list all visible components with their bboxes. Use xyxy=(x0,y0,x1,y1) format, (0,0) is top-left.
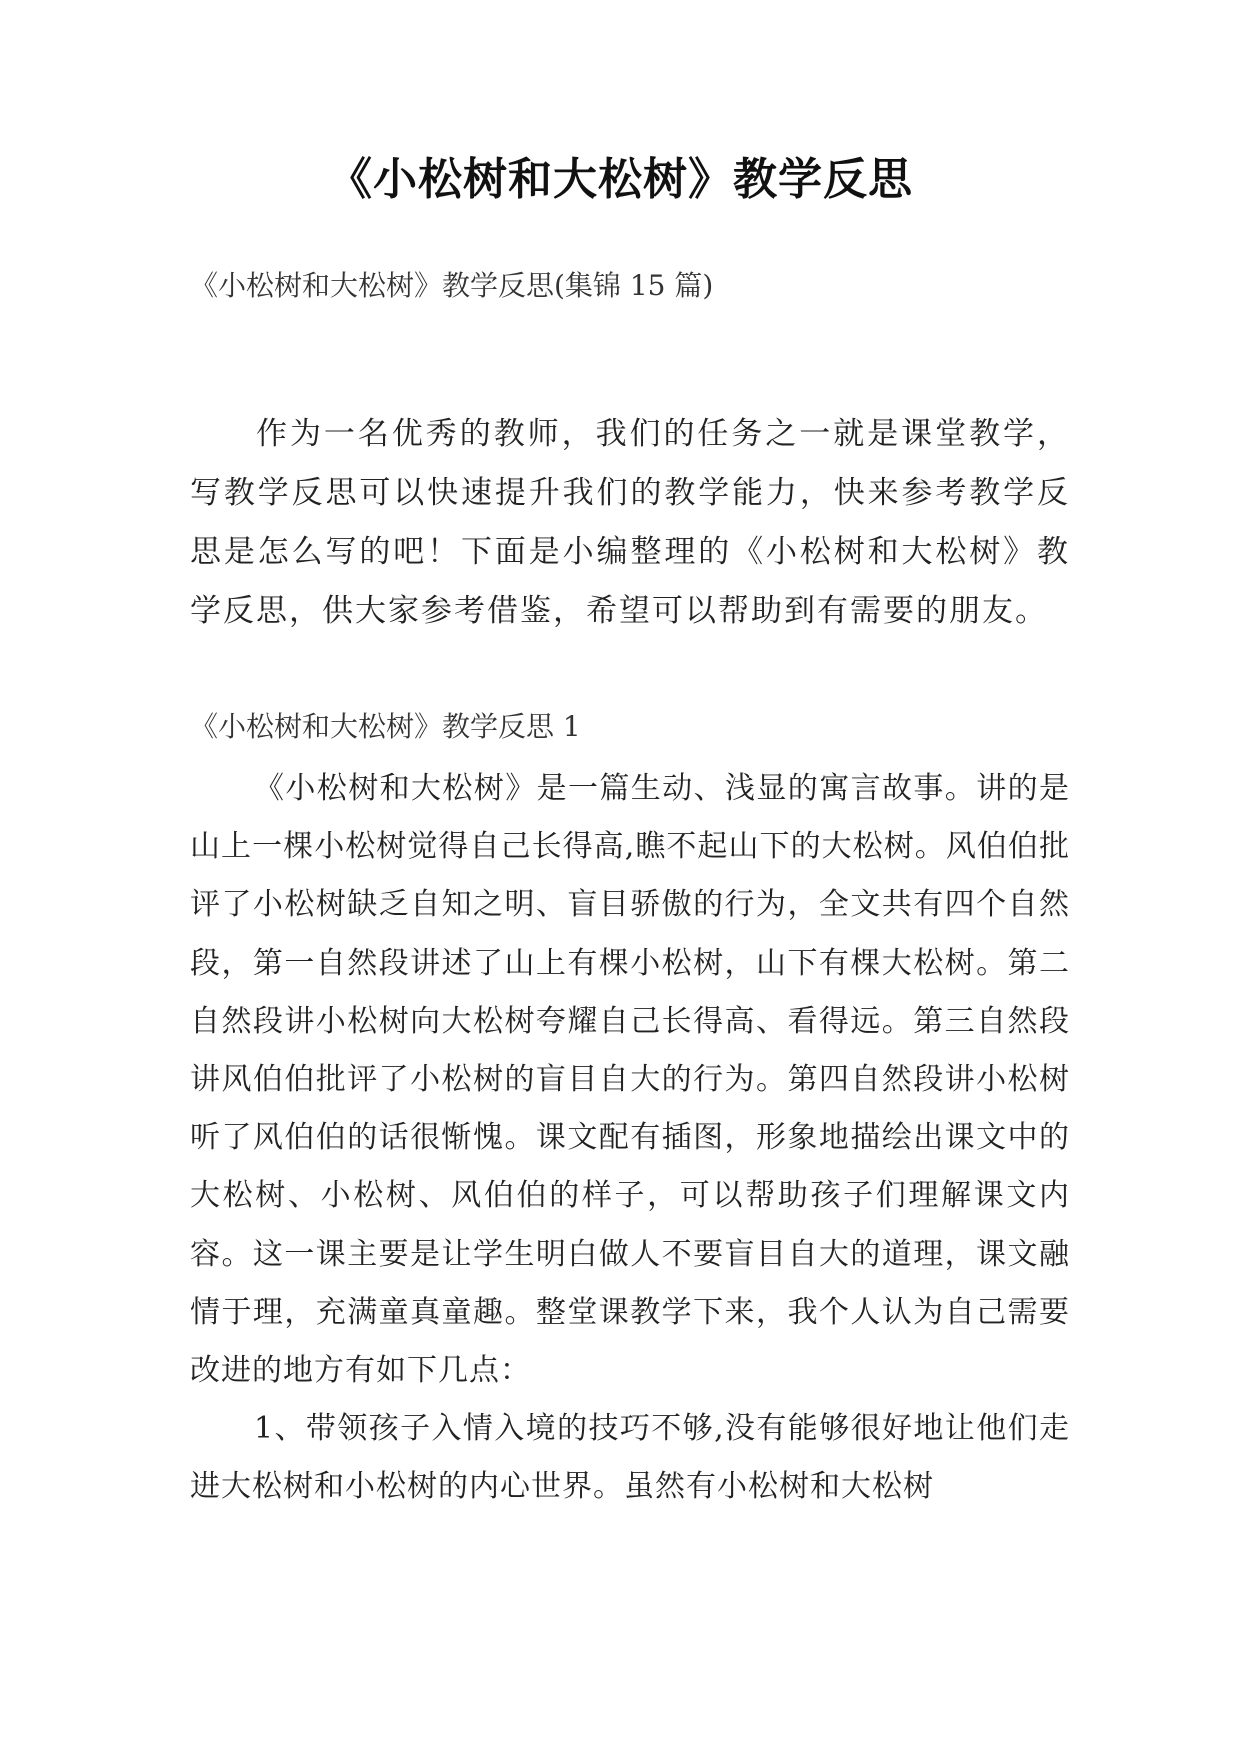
section-body-1 xyxy=(190,760,1070,1517)
section-heading-1: 《小松树和大松树》教学反思 1 xyxy=(190,710,581,743)
document-title: 《小松树和大松树》教学反思 xyxy=(328,154,913,205)
intro-paragraph: 作为一名优秀的教师，我们的任务之一就是课堂教学，写教学反思可以快速提升我们的教学能力，快来参考教学反思是怎么写的吧！下面是小编整理的《小松树和大松树》教学反思，供大家参考借鉴，希望可以帮助到有需要的朋友。 xyxy=(190,416,1070,629)
document-subtitle: 《小松树和大松树》教学反思(集锦 15 篇) xyxy=(190,269,714,302)
body-paragraph-2: 1、带领孩子入情入境的技巧不够,没有能够很好地让他们走进大松树和小松树的内心世界。虽然有小松树和大松树 xyxy=(190,1411,1070,1505)
body-paragraph-1: 《小松树和大松树》是一篇生动、浅显的寓言故事。讲的是山上一棵小松树觉得自己长得高,瞧不起山下的大松树。风伯伯批评了小松树缺乏自知之明、盲目骄傲的行为，全文共有四个自然段，第一自然段讲述了山上有棵小松树，山下有棵大松树。第二自然段讲小松树向大松树夸耀自己长得高、看得远。第三自然段讲风伯伯批评了小松树的盲目自大的行为。第四自然段讲小松树听了风伯伯的话很惭愧。课文配有插图，形象地描绘出课文中的大松树、小松树、风伯伯的样子，可以帮助孩子们理解课文内容。这一课主要是让学生明白做人不要盲目自大的道理，课文融情于理，充满童真童趣。整堂课教学下来，我个人认为自己需要改进的地方有如下几点： xyxy=(190,771,1070,1389)
